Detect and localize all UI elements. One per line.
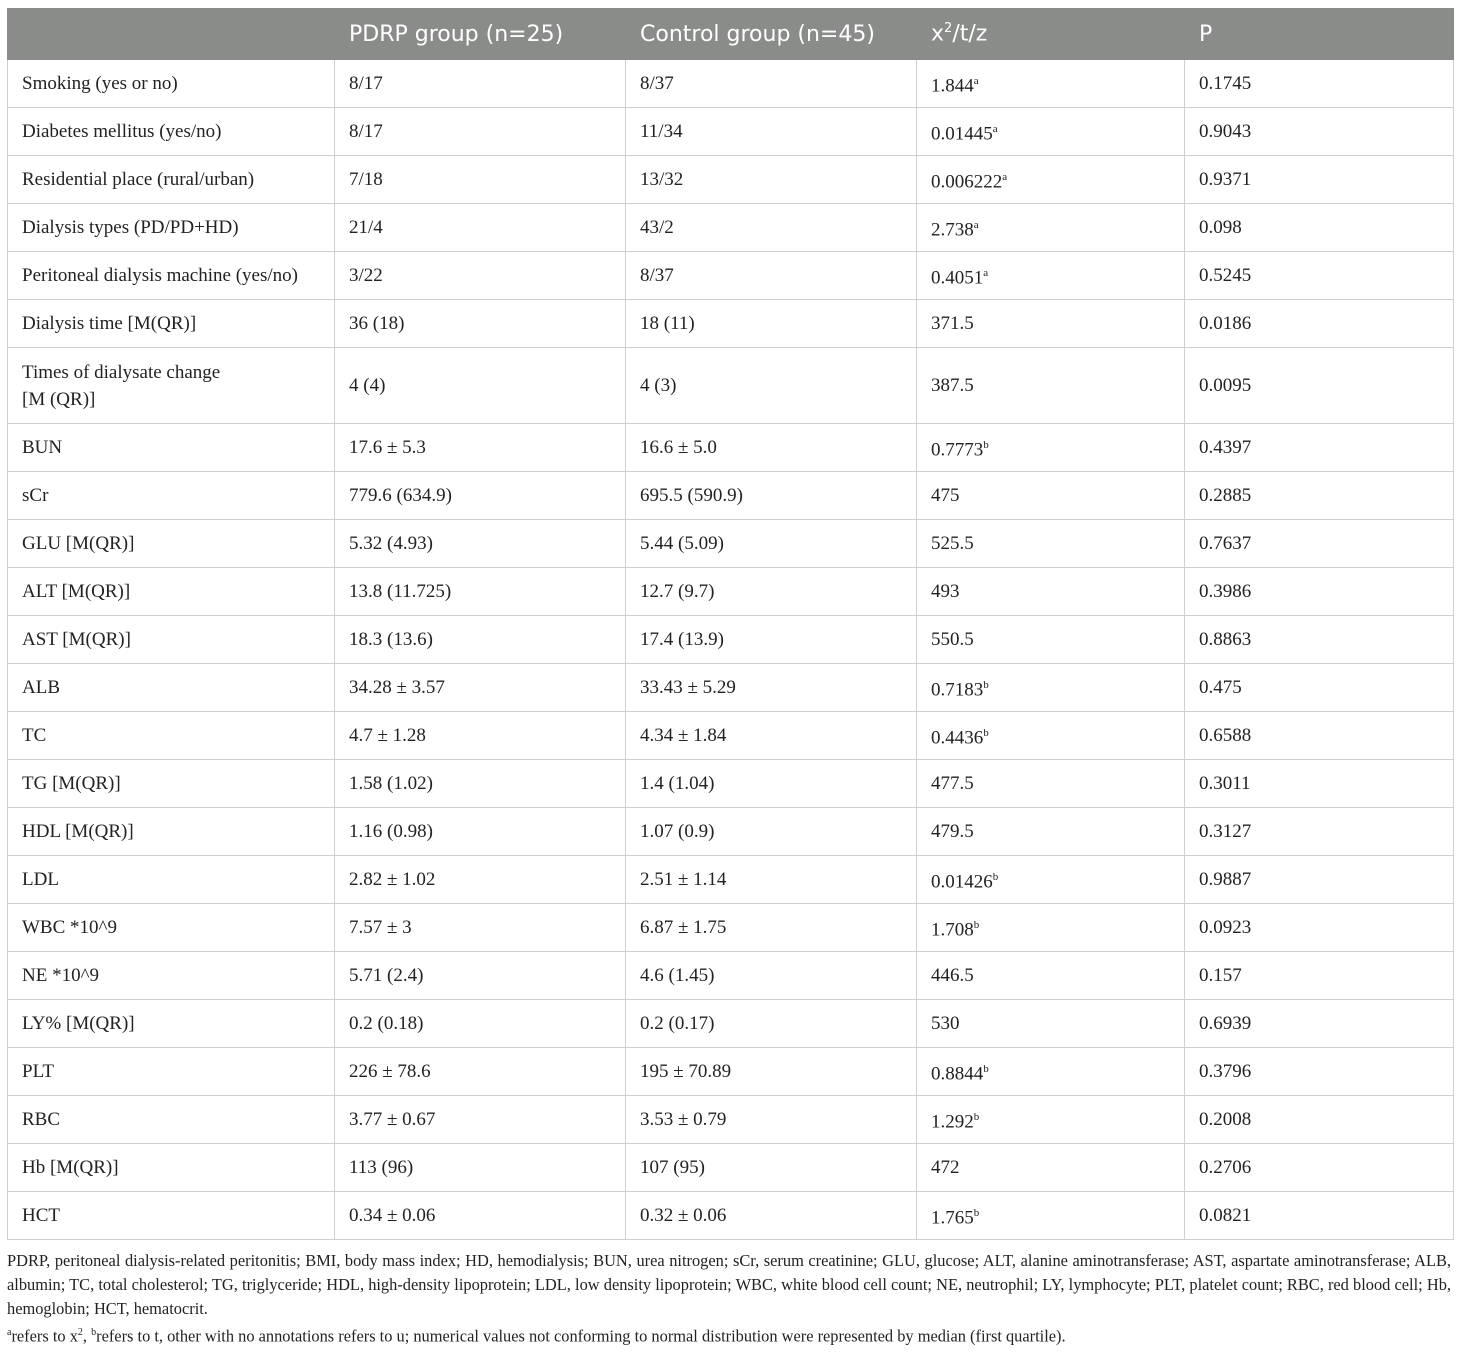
cell-variable <box>8 712 335 760</box>
table-row <box>8 252 1454 300</box>
cell-statistic <box>917 300 1185 348</box>
cell-statistic-superscript: b <box>983 1062 989 1075</box>
cell-statistic-value: 1.844 <box>931 75 974 97</box>
cell-statistic-value: 493 <box>931 581 960 602</box>
cell-p-value: 0.5245 <box>1185 252 1454 300</box>
cell-statistic <box>917 1192 1185 1240</box>
header-statistic <box>917 9 1185 60</box>
cell-statistic <box>917 1048 1185 1096</box>
cell-variable-label: Hb [M(QR)] <box>22 1157 119 1178</box>
cell-statistic-value: 477.5 <box>931 773 974 794</box>
cell-statistic <box>917 616 1185 664</box>
cell-statistic-value: 550.5 <box>931 629 974 650</box>
cell-control-value: 0.32 ± 0.06 <box>626 1192 917 1240</box>
cell-statistic-superscript: b <box>973 1206 980 1219</box>
cell-p-value: 0.0821 <box>1185 1192 1454 1240</box>
cell-statistic-superscript: b <box>973 918 980 931</box>
cell-variable-label: BUN <box>22 437 63 458</box>
cell-statistic <box>917 952 1185 1000</box>
cell-variable-label-line2: [M (QR)] <box>22 388 96 410</box>
table-row <box>8 156 1454 204</box>
cell-statistic <box>917 60 1185 108</box>
table-row <box>8 1048 1454 1096</box>
cell-variable-label: PLT <box>22 1061 55 1082</box>
cell-statistic <box>917 424 1185 472</box>
cell-control-value: 43/2 <box>626 204 917 252</box>
cell-control-value: 2.51 ± 1.14 <box>626 856 917 904</box>
cell-control-value: 3.53 ± 0.79 <box>626 1096 917 1144</box>
cell-variable <box>8 60 335 108</box>
cell-p-value: 0.6939 <box>1185 1000 1454 1048</box>
cell-variable-label: GLU [M(QR)] <box>22 533 135 554</box>
cell-statistic-value: 0.4436 <box>931 727 984 749</box>
cell-variable <box>8 300 335 348</box>
cell-variable <box>8 520 335 568</box>
cell-variable <box>8 472 335 520</box>
cell-control-value: 33.43 ± 5.29 <box>626 664 917 712</box>
footnote-sep: , <box>82 1326 92 1346</box>
cell-statistic-value: 525.5 <box>931 533 974 554</box>
cell-variable <box>8 760 335 808</box>
cell-pdrp-value: 7/18 <box>335 156 626 204</box>
cell-statistic-superscript: b <box>983 726 989 739</box>
cell-variable-label: Dialysis types (PD/PD+HD) <box>22 217 239 238</box>
cell-variable-label: ALB <box>22 677 60 698</box>
cell-statistic-value: 0.4051 <box>931 267 984 289</box>
header-variable <box>8 9 335 60</box>
cell-variable-label: RBC <box>22 1109 61 1130</box>
cell-control-value: 16.6 ± 5.0 <box>626 424 917 472</box>
cell-control-value: 1.07 (0.9) <box>626 808 917 856</box>
cell-statistic <box>917 760 1185 808</box>
cell-pdrp-value: 18.3 (13.6) <box>335 616 626 664</box>
cell-statistic-value: 2.738 <box>931 219 974 241</box>
footnote-text-a: refers to x <box>11 1326 78 1346</box>
header-pdrp-group: PDRP group (n=25) <box>335 9 626 60</box>
cell-variable-label: HCT <box>22 1205 60 1226</box>
cell-control-value: 4 (3) <box>626 348 917 424</box>
cell-variable-label: HDL [M(QR)] <box>22 821 134 842</box>
cell-variable <box>8 808 335 856</box>
cell-control-value: 8/37 <box>626 60 917 108</box>
table-row <box>8 1192 1454 1240</box>
cell-statistic-value: 0.8844 <box>931 1063 984 1085</box>
cell-pdrp-value: 5.32 (4.93) <box>335 520 626 568</box>
cell-statistic <box>917 1000 1185 1048</box>
header-statistic-x: x <box>931 21 945 47</box>
cell-p-value: 0.2885 <box>1185 472 1454 520</box>
cell-statistic-value: 479.5 <box>931 821 974 842</box>
cell-p-value: 0.9887 <box>1185 856 1454 904</box>
cell-p-value: 0.7637 <box>1185 520 1454 568</box>
footnote-abbreviations: PDRP, peritoneal dialysis-related peritonitis; BMI, body mass index; HD, hemodialysis; BUN, urea nitrogen; sCr, serum creatinine; GLU, glucose; ALT, alanine aminotransferase; AST, aspartate aminotransferase; ALB, albumin; TC, total cholesterol; TG, triglyceride; HDL, high-density lipoprotein; LDL, low density lipoprotein; WBC, white blood cell count; NE, neutrophil; LY, lymphocyte; PLT, platelet count; RBC, red blood cell; Hb, hemoglobin; HCT, hematocrit. <box>7 1251 1451 1318</box>
cell-statistic-value: 1.765 <box>931 1207 974 1229</box>
cell-control-value: 4.34 ± 1.84 <box>626 712 917 760</box>
cell-statistic-value: 0.7773 <box>931 439 984 461</box>
cell-control-value: 12.7 (9.7) <box>626 568 917 616</box>
table-row <box>8 616 1454 664</box>
cell-p-value: 0.2706 <box>1185 1144 1454 1192</box>
cell-p-value: 0.2008 <box>1185 1096 1454 1144</box>
table-footnote <box>7 1249 1453 1348</box>
table-row <box>8 300 1454 348</box>
cell-control-value: 695.5 (590.9) <box>626 472 917 520</box>
cell-variable-label: LDL <box>22 869 59 890</box>
cell-statistic <box>917 348 1185 424</box>
cell-statistic-value: 472 <box>931 1157 960 1178</box>
cell-variable <box>8 904 335 952</box>
table-row <box>8 1144 1454 1192</box>
cell-statistic <box>917 156 1185 204</box>
cell-pdrp-value: 4 (4) <box>335 348 626 424</box>
cell-p-value: 0.3986 <box>1185 568 1454 616</box>
footnote-sup-a: a <box>7 1327 12 1338</box>
cell-statistic-value: 387.5 <box>931 375 974 396</box>
table-row <box>8 856 1454 904</box>
cell-control-value: 8/37 <box>626 252 917 300</box>
cell-control-value: 13/32 <box>626 156 917 204</box>
cell-pdrp-value: 5.71 (2.4) <box>335 952 626 1000</box>
table-row <box>8 348 1454 424</box>
cell-pdrp-value: 8/17 <box>335 60 626 108</box>
table-row <box>8 424 1454 472</box>
cell-statistic-superscript: b <box>992 870 999 883</box>
footnote-legend <box>7 1321 1451 1348</box>
cell-variable <box>8 204 335 252</box>
cell-statistic <box>917 1144 1185 1192</box>
cell-variable-label: AST [M(QR)] <box>22 629 131 650</box>
cell-variable <box>8 856 335 904</box>
cell-variable-label: TG [M(QR)] <box>22 773 121 794</box>
table-row <box>8 808 1454 856</box>
cell-variable-label: NE *10^9 <box>22 965 99 986</box>
cell-statistic-superscript: a <box>973 218 979 231</box>
table-row <box>8 664 1454 712</box>
cell-p-value: 0.4397 <box>1185 424 1454 472</box>
cell-statistic-superscript: b <box>983 438 989 451</box>
footnote-text-b: refers to t, other with no annotations refers to u; numerical values not conforming to normal distribution were represented by median (first quartile). <box>96 1326 1066 1346</box>
cell-pdrp-value: 779.6 (634.9) <box>335 472 626 520</box>
cell-statistic <box>917 664 1185 712</box>
cell-variable <box>8 616 335 664</box>
cell-statistic-value: 0.01445 <box>931 123 993 145</box>
cell-statistic <box>917 904 1185 952</box>
cell-variable <box>8 568 335 616</box>
cell-pdrp-value: 0.2 (0.18) <box>335 1000 626 1048</box>
cell-statistic <box>917 472 1185 520</box>
table-row <box>8 568 1454 616</box>
cell-statistic-value: 475 <box>931 485 960 506</box>
table-row <box>8 1000 1454 1048</box>
cell-pdrp-value: 8/17 <box>335 108 626 156</box>
cell-pdrp-value: 13.8 (11.725) <box>335 568 626 616</box>
cell-variable-label: LY% [M(QR)] <box>22 1013 135 1034</box>
table-row <box>8 904 1454 952</box>
cell-statistic-superscript: b <box>973 1110 980 1123</box>
table-row <box>8 108 1454 156</box>
cell-variable <box>8 1192 335 1240</box>
cell-variable-label: Dialysis time [M(QR)] <box>22 313 197 334</box>
cell-statistic <box>917 568 1185 616</box>
header-control-group: Control group (n=45) <box>626 9 917 60</box>
comparison-table <box>7 8 1454 1240</box>
cell-variable-label: sCr <box>22 485 49 506</box>
cell-pdrp-value: 34.28 ± 3.57 <box>335 664 626 712</box>
cell-p-value: 0.098 <box>1185 204 1454 252</box>
table-body <box>8 60 1454 1240</box>
cell-variable <box>8 108 335 156</box>
cell-p-value: 0.157 <box>1185 952 1454 1000</box>
cell-statistic <box>917 1096 1185 1144</box>
footnote-x-sup: 2 <box>77 1327 83 1338</box>
cell-p-value: 0.6588 <box>1185 712 1454 760</box>
cell-control-value: 5.44 (5.09) <box>626 520 917 568</box>
cell-variable-label: Smoking (yes or no) <box>22 73 178 94</box>
cell-statistic-superscript: a <box>973 74 979 87</box>
cell-variable <box>8 1144 335 1192</box>
header-statistic-sup: 2 <box>944 21 953 37</box>
cell-control-value: 6.87 ± 1.75 <box>626 904 917 952</box>
cell-p-value: 0.8863 <box>1185 616 1454 664</box>
cell-statistic <box>917 712 1185 760</box>
cell-pdrp-value: 226 ± 78.6 <box>335 1048 626 1096</box>
cell-control-value: 11/34 <box>626 108 917 156</box>
cell-variable-label: Times of dialysate change <box>22 361 221 383</box>
cell-statistic-value: 0.006222 <box>931 171 1003 193</box>
cell-statistic-value: 446.5 <box>931 965 974 986</box>
cell-control-value: 17.4 (13.9) <box>626 616 917 664</box>
cell-statistic-value: 1.292 <box>931 1111 974 1133</box>
cell-p-value: 0.0095 <box>1185 348 1454 424</box>
cell-variable <box>8 156 335 204</box>
cell-variable <box>8 348 335 424</box>
cell-p-value: 0.475 <box>1185 664 1454 712</box>
cell-pdrp-value: 1.58 (1.02) <box>335 760 626 808</box>
cell-statistic-value: 0.01426 <box>931 871 993 893</box>
cell-pdrp-value: 36 (18) <box>335 300 626 348</box>
cell-variable-label: Residential place (rural/urban) <box>22 169 255 190</box>
cell-statistic-superscript: a <box>1002 170 1008 183</box>
table-row <box>8 952 1454 1000</box>
cell-control-value: 18 (11) <box>626 300 917 348</box>
table-header-row <box>8 9 1454 60</box>
cell-p-value: 0.0186 <box>1185 300 1454 348</box>
table-row <box>8 60 1454 108</box>
cell-variable <box>8 1000 335 1048</box>
table-row <box>8 472 1454 520</box>
cell-pdrp-value: 2.82 ± 1.02 <box>335 856 626 904</box>
footnote-sup-b: b <box>91 1327 97 1338</box>
cell-statistic <box>917 204 1185 252</box>
table-row <box>8 760 1454 808</box>
cell-statistic <box>917 108 1185 156</box>
cell-variable <box>8 952 335 1000</box>
cell-variable <box>8 1096 335 1144</box>
results-table-document <box>7 8 1453 1348</box>
cell-p-value: 0.3796 <box>1185 1048 1454 1096</box>
cell-pdrp-value: 3.77 ± 0.67 <box>335 1096 626 1144</box>
cell-control-value: 4.6 (1.45) <box>626 952 917 1000</box>
cell-statistic-superscript: a <box>983 266 989 279</box>
cell-p-value: 0.9371 <box>1185 156 1454 204</box>
cell-statistic-value: 0.7183 <box>931 679 984 701</box>
cell-control-value: 195 ± 70.89 <box>626 1048 917 1096</box>
cell-statistic-value: 371.5 <box>931 313 974 334</box>
cell-pdrp-value: 3/22 <box>335 252 626 300</box>
table-row <box>8 712 1454 760</box>
cell-statistic-superscript: b <box>983 678 989 691</box>
cell-statistic-value: 1.708 <box>931 919 974 941</box>
cell-p-value: 0.3127 <box>1185 808 1454 856</box>
cell-p-value: 0.0923 <box>1185 904 1454 952</box>
cell-variable-label: WBC *10^9 <box>22 917 117 938</box>
cell-pdrp-value: 17.6 ± 5.3 <box>335 424 626 472</box>
cell-variable-label: Peritoneal dialysis machine (yes/no) <box>22 265 298 286</box>
cell-pdrp-value: 113 (96) <box>335 1144 626 1192</box>
cell-pdrp-value: 21/4 <box>335 204 626 252</box>
header-p-value: P <box>1185 9 1454 60</box>
table-row <box>8 520 1454 568</box>
cell-statistic <box>917 520 1185 568</box>
cell-variable <box>8 424 335 472</box>
table-row <box>8 1096 1454 1144</box>
cell-p-value: 0.9043 <box>1185 108 1454 156</box>
cell-control-value: 1.4 (1.04) <box>626 760 917 808</box>
cell-control-value: 0.2 (0.17) <box>626 1000 917 1048</box>
table-row <box>8 204 1454 252</box>
cell-p-value: 0.1745 <box>1185 60 1454 108</box>
cell-variable <box>8 252 335 300</box>
header-statistic-rest: /t/z <box>952 21 988 47</box>
cell-variable-label: ALT [M(QR)] <box>22 581 131 602</box>
cell-pdrp-value: 4.7 ± 1.28 <box>335 712 626 760</box>
cell-pdrp-value: 1.16 (0.98) <box>335 808 626 856</box>
cell-variable <box>8 1048 335 1096</box>
cell-p-value: 0.3011 <box>1185 760 1454 808</box>
cell-statistic <box>917 856 1185 904</box>
cell-statistic <box>917 252 1185 300</box>
cell-statistic-value: 530 <box>931 1013 960 1034</box>
cell-statistic-superscript: a <box>992 122 998 135</box>
cell-pdrp-value: 0.34 ± 0.06 <box>335 1192 626 1240</box>
cell-variable <box>8 664 335 712</box>
cell-variable-label: Diabetes mellitus (yes/no) <box>22 121 222 142</box>
cell-statistic <box>917 808 1185 856</box>
cell-control-value: 107 (95) <box>626 1144 917 1192</box>
cell-pdrp-value: 7.57 ± 3 <box>335 904 626 952</box>
cell-variable-label: TC <box>22 725 47 746</box>
